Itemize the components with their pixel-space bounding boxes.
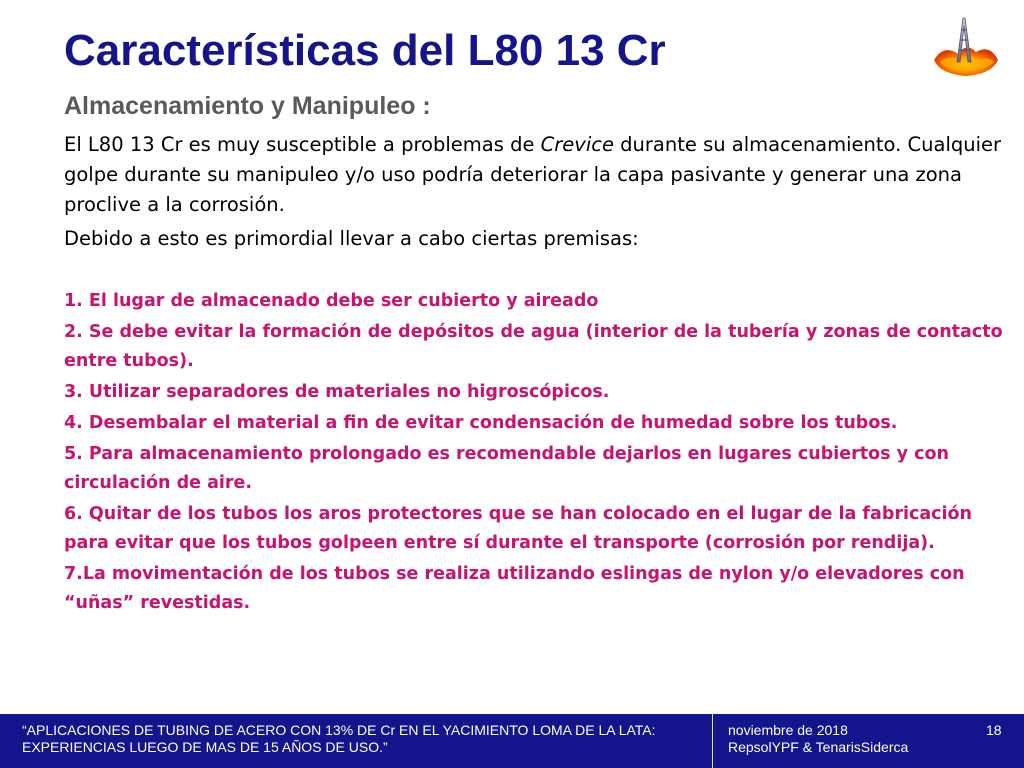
list-item: 2. Se debe evitar la formación de depósitos de agua (interior de la tubería y zonas de contacto entre tubos). — [64, 322, 1003, 371]
intro-paragraph — [64, 130, 1014, 220]
premises-list — [64, 287, 1014, 620]
slide-title: Características del L80 13 Cr — [64, 26, 666, 75]
intro-premises-line: Debido a esto es primordial llevar a cabo ciertas premisas: — [64, 227, 639, 250]
crevice-term: Crevice — [540, 133, 614, 156]
footer-presentation-title: “APLICACIONES DE TUBING DE ACERO CON 13% DE Cr EN EL YACIMIENTO LOMA DE LA LATA: EXPERIENCIAS LUEGO DE MAS DE 15 AÑOS DE USO.” — [22, 722, 656, 755]
list-item: 7.La movimentación de los tubos se realiza utilizando eslingas de nylon y/o elevadores con “uñas” revestidas. — [64, 564, 965, 613]
footer-bar — [0, 714, 1024, 768]
footer-meta — [728, 722, 908, 756]
footer-divider — [712, 714, 713, 768]
footer-date: noviembre de 2018 — [728, 722, 848, 738]
list-item: 4. Desembalar el material a fin de evitar condensación de humedad sobre los tubos. — [64, 413, 898, 433]
slide-number: 18 — [986, 722, 1002, 738]
footer-companies: RepsolYPF & TenarisSiderca — [728, 739, 909, 755]
list-item: 5. Para almacenamiento prolongado es recomendable dejarlos en lugares cubiertos y con circulación de aire. — [64, 444, 950, 493]
intro-text — [64, 130, 1014, 254]
list-item: 3. Utilizar separadores de materiales no higroscópicos. — [64, 382, 610, 402]
list-item: 6. Quitar de los tubos los aros protectores que se han colocado en el lugar de la fabricación para evitar que los tubos golpeen entre sí durante el transporte (corrosión por rendija). — [64, 504, 973, 553]
oil-derrick-logo-icon — [930, 14, 1002, 82]
intro-text-part: durante su almacenamiento. Cualquier golpe durante su manipuleo y/o uso podría deteriorar la capa pasivante y generar una zona proclive a la corrosión. — [64, 133, 1002, 216]
intro-text-part: El L80 13 Cr es muy susceptible a problemas de — [64, 133, 541, 156]
slide-subtitle: Almacenamiento y Manipuleo : — [64, 92, 431, 120]
list-item: 1. El lugar de almacenado debe ser cubierto y aireado — [64, 291, 599, 311]
